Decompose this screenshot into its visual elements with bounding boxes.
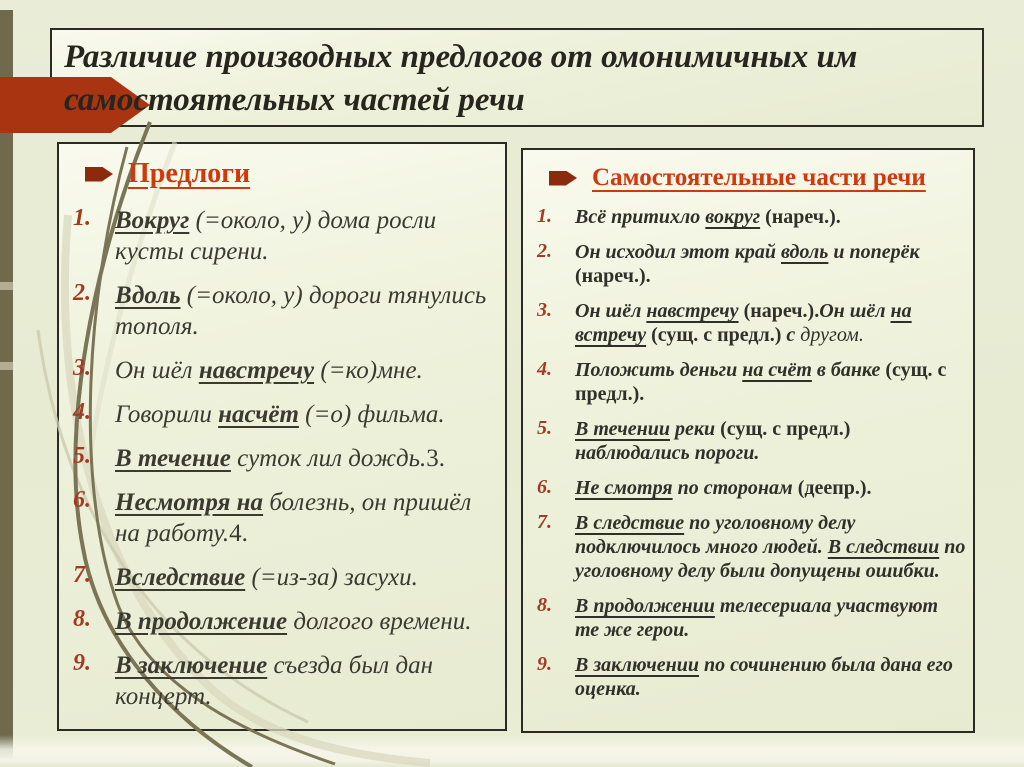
- text-segment: на счёт: [742, 359, 812, 381]
- item-number: 7.: [537, 511, 552, 533]
- left-bar-notch: [0, 282, 13, 290]
- item-text: [575, 417, 967, 465]
- text-segment: В следствие: [575, 512, 685, 534]
- list-item: [533, 205, 967, 229]
- list-item: [69, 562, 499, 593]
- text-segment: Не смотря: [575, 477, 673, 499]
- text-segment: насчёт: [218, 401, 299, 428]
- list-item: [69, 399, 499, 430]
- item-text: [115, 443, 499, 474]
- arrow-bullet-icon: [549, 171, 577, 186]
- list-item: [533, 653, 967, 701]
- text-segment: 4.: [229, 520, 248, 547]
- text-segment: долгого времени.: [287, 608, 472, 635]
- item-text: [115, 650, 499, 712]
- text-segment: (нареч.).: [738, 300, 820, 322]
- text-segment: Вдоль: [115, 282, 181, 309]
- item-number: 8.: [73, 606, 91, 632]
- title-line-1: Различие производных предлогов от омонимичных им: [64, 39, 858, 75]
- text-segment: Он шёл: [575, 300, 647, 322]
- text-segment: и поперёк: [828, 241, 920, 263]
- item-text: [575, 240, 967, 288]
- text-segment: (=около, у) дома росли кусты сирени.: [115, 207, 437, 265]
- text-segment: вдоль: [780, 241, 829, 263]
- item-number: 4.: [73, 399, 91, 425]
- item-text: [575, 299, 967, 347]
- text-segment: В течение: [115, 445, 231, 472]
- text-segment: (деепр.).: [797, 477, 872, 499]
- right-panel-header-row: [533, 158, 967, 194]
- text-segment: (=о) фильма.: [298, 401, 445, 428]
- item-number: 3.: [537, 299, 552, 321]
- list-item: [69, 355, 499, 386]
- item-text: [115, 399, 499, 430]
- item-number: 9.: [73, 650, 91, 676]
- list-item: [533, 594, 967, 642]
- text-segment: 3.: [426, 445, 446, 472]
- text-segment: вокруг: [705, 206, 761, 228]
- text-segment: В продолжении: [575, 595, 715, 617]
- list-item: [69, 487, 499, 549]
- text-segment: В заключение: [115, 652, 268, 679]
- text-segment: В следствии: [827, 536, 940, 558]
- text-segment: наблюдались пороги.: [575, 442, 760, 464]
- left-panel-header-row: [69, 152, 499, 192]
- bottom-light-band: [0, 735, 1024, 767]
- list-item: [69, 443, 499, 474]
- text-segment: навстречу: [646, 300, 739, 322]
- item-number: 5.: [73, 443, 91, 469]
- list-item: [533, 511, 967, 583]
- text-segment: по сочинению была дана его оценка.: [575, 654, 953, 700]
- slide-title: [64, 36, 857, 122]
- text-segment: по уголовному делу подключилось много людей.: [575, 512, 856, 558]
- item-text: [115, 205, 499, 267]
- item-number: 3.: [73, 355, 91, 381]
- list-item: [69, 650, 499, 712]
- item-number: 6.: [537, 476, 552, 498]
- list-item: [69, 205, 499, 267]
- list-item: [533, 417, 967, 465]
- arrow-bullet-icon: [85, 167, 113, 182]
- text-segment: (=из-за) засухи.: [245, 564, 418, 591]
- item-number: 2.: [537, 240, 552, 262]
- list-item: [533, 240, 967, 288]
- text-segment: на встречу: [575, 300, 912, 346]
- text-segment: (=ко)мне.: [314, 357, 423, 384]
- text-segment: в банке: [811, 359, 886, 381]
- item-text: [575, 594, 967, 642]
- text-segment: Вокруг: [115, 207, 190, 234]
- list-item: [533, 299, 967, 347]
- text-segment: с: [786, 324, 801, 346]
- independent-parts-list: [533, 205, 967, 701]
- right-panel-title: Самостоятельные части речи: [592, 164, 926, 191]
- text-segment: (сущ. с предл.).: [575, 359, 947, 405]
- list-item: [69, 606, 499, 637]
- text-segment: В течении: [575, 418, 670, 440]
- text-segment: Он шёл: [819, 300, 891, 322]
- item-text: [115, 606, 499, 637]
- item-number: 4.: [537, 358, 552, 380]
- item-text: [575, 511, 967, 583]
- text-segment: реки: [669, 418, 721, 440]
- text-segment: суток лил дождь.: [230, 445, 427, 472]
- item-number: 8.: [537, 594, 552, 616]
- item-number: 6.: [73, 487, 91, 513]
- text-segment: В заключении: [575, 654, 700, 676]
- text-segment: В продолжение: [115, 608, 288, 635]
- text-segment: (нареч.).: [760, 206, 841, 228]
- text-segment: Говорили: [115, 401, 219, 428]
- text-segment: по уголовному делу были допущены ошибки.: [575, 536, 966, 582]
- left-bar-notch: [0, 362, 13, 370]
- text-segment: (=около, у) дороги тянулись тополя.: [115, 282, 487, 340]
- text-segment: Вследствие: [115, 564, 246, 591]
- text-segment: Всё притихло: [575, 206, 706, 228]
- title-line-2: самостоятельных частей речи: [64, 82, 525, 118]
- item-number: 5.: [537, 417, 552, 439]
- prepositions-panel: [57, 142, 507, 731]
- text-segment: другом.: [800, 324, 864, 346]
- list-item: [69, 280, 499, 342]
- item-text: [575, 476, 967, 500]
- text-segment: съезда был дан концерт.: [115, 652, 433, 710]
- text-segment: по сторонам: [672, 477, 798, 499]
- item-text: [575, 653, 967, 701]
- text-segment: Он исходил этот край: [575, 241, 781, 263]
- text-segment: болезнь, он пришёл на работу.: [115, 489, 472, 547]
- item-number: 1.: [73, 205, 91, 231]
- item-number: 2.: [73, 280, 91, 306]
- item-text: [115, 562, 499, 593]
- text-segment: (нареч.).: [575, 265, 651, 287]
- text-segment: Несмотря на: [115, 489, 264, 516]
- text-segment: Положить деньги: [575, 359, 743, 381]
- item-text: [115, 280, 499, 342]
- item-text: [575, 358, 967, 406]
- list-item: [533, 358, 967, 406]
- list-item: [533, 476, 967, 500]
- left-panel-title: Предлоги: [128, 158, 251, 189]
- text-segment: навстречу: [198, 357, 315, 384]
- independent-parts-panel: [521, 148, 975, 733]
- prepositions-list: [69, 205, 499, 712]
- text-segment: телесериала участвуют те же герои.: [575, 595, 939, 641]
- item-number: 9.: [537, 653, 552, 675]
- text-segment: (сущ. с предл.): [646, 324, 787, 346]
- item-text: [115, 487, 499, 549]
- text-segment: Он шёл: [115, 357, 199, 384]
- text-segment: (сущ. с предл.): [720, 418, 851, 440]
- item-text: [115, 355, 499, 386]
- item-number: 1.: [537, 205, 552, 227]
- item-number: 7.: [73, 562, 91, 588]
- item-text: [575, 205, 967, 229]
